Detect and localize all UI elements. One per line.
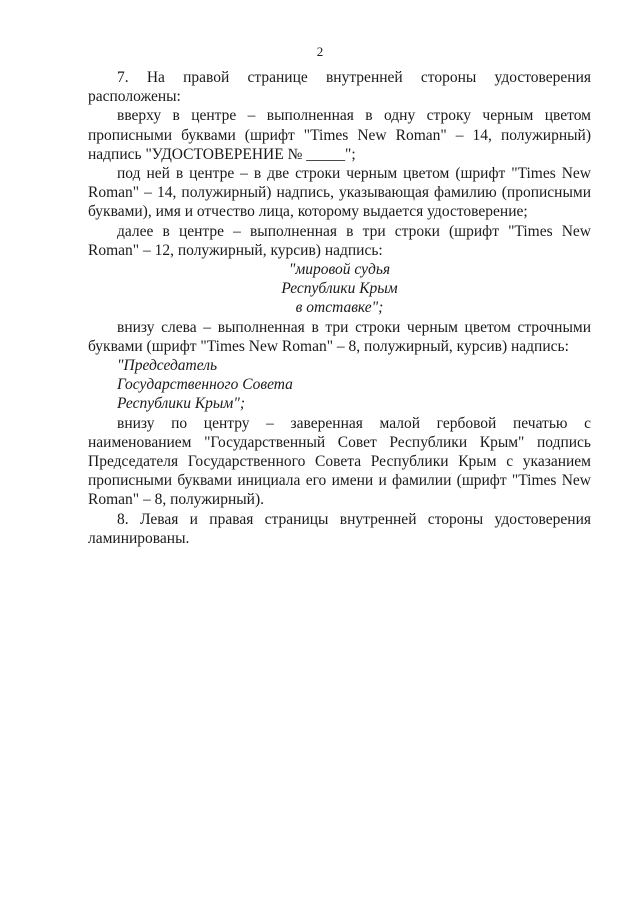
paragraph-8: 8. Левая и правая страницы внутренней стороны удостоверения ламинированы. xyxy=(88,510,591,547)
page-number: 2 xyxy=(316,44,324,59)
paragraph-7-next-center: далее в центре – выполненная в три строки (шрифт "Times New Roman" – 12, полужирный, курсив) надпись: xyxy=(88,222,591,259)
paragraph-7-intro: 7. На правой странице внутренней стороны удостоверения расположены: xyxy=(88,69,591,106)
left-inscription-line-3: Республики Крым"; xyxy=(117,395,245,413)
centered-inscription-line-3: в отставке"; xyxy=(295,299,384,317)
paragraph-7-bottom-center: внизу по центру – заверенная малой гербовой печатью с наименованием "Государственный Совет Республики Крым" подпись Председателя Государственного Совета Республики Крым с указанием прописными буквами инициала его имени и фамилии (шрифт "Times New Roman" – 8, полужирный). xyxy=(88,414,591,509)
paragraph-7-top-center: вверху в центре – выполненная в одну строку черным цветом прописными буквами (шрифт "Times New Roman" – 14, полужирный) надпись "УДОСТОВЕРЕНИЕ № _____"; xyxy=(88,107,591,163)
paragraph-7-below: под ней в центре – в две строки черным цветом (шрифт "Times New Roman" – 14, полужирный) надпись, указывающая фамилию (прописными буквами), имя и отчество лица, которому выдается удостоверение; xyxy=(88,165,591,221)
left-inscription xyxy=(88,356,591,414)
document-body xyxy=(88,68,591,548)
left-inscription-line-1: "Председатель xyxy=(117,357,218,375)
left-inscription-line-2: Государственного Совета xyxy=(117,376,293,394)
centered-inscription xyxy=(88,260,591,318)
centered-inscription-line-2: Республики Крым xyxy=(281,280,398,298)
paragraph-7-bottom-left: внизу слева – выполненная в три строки черным цветом строчными буквами (шрифт "Times New Roman" – 8, полужирный, курсив) надпись: xyxy=(88,318,591,355)
centered-inscription-line-1: "мировой судья xyxy=(288,261,391,279)
